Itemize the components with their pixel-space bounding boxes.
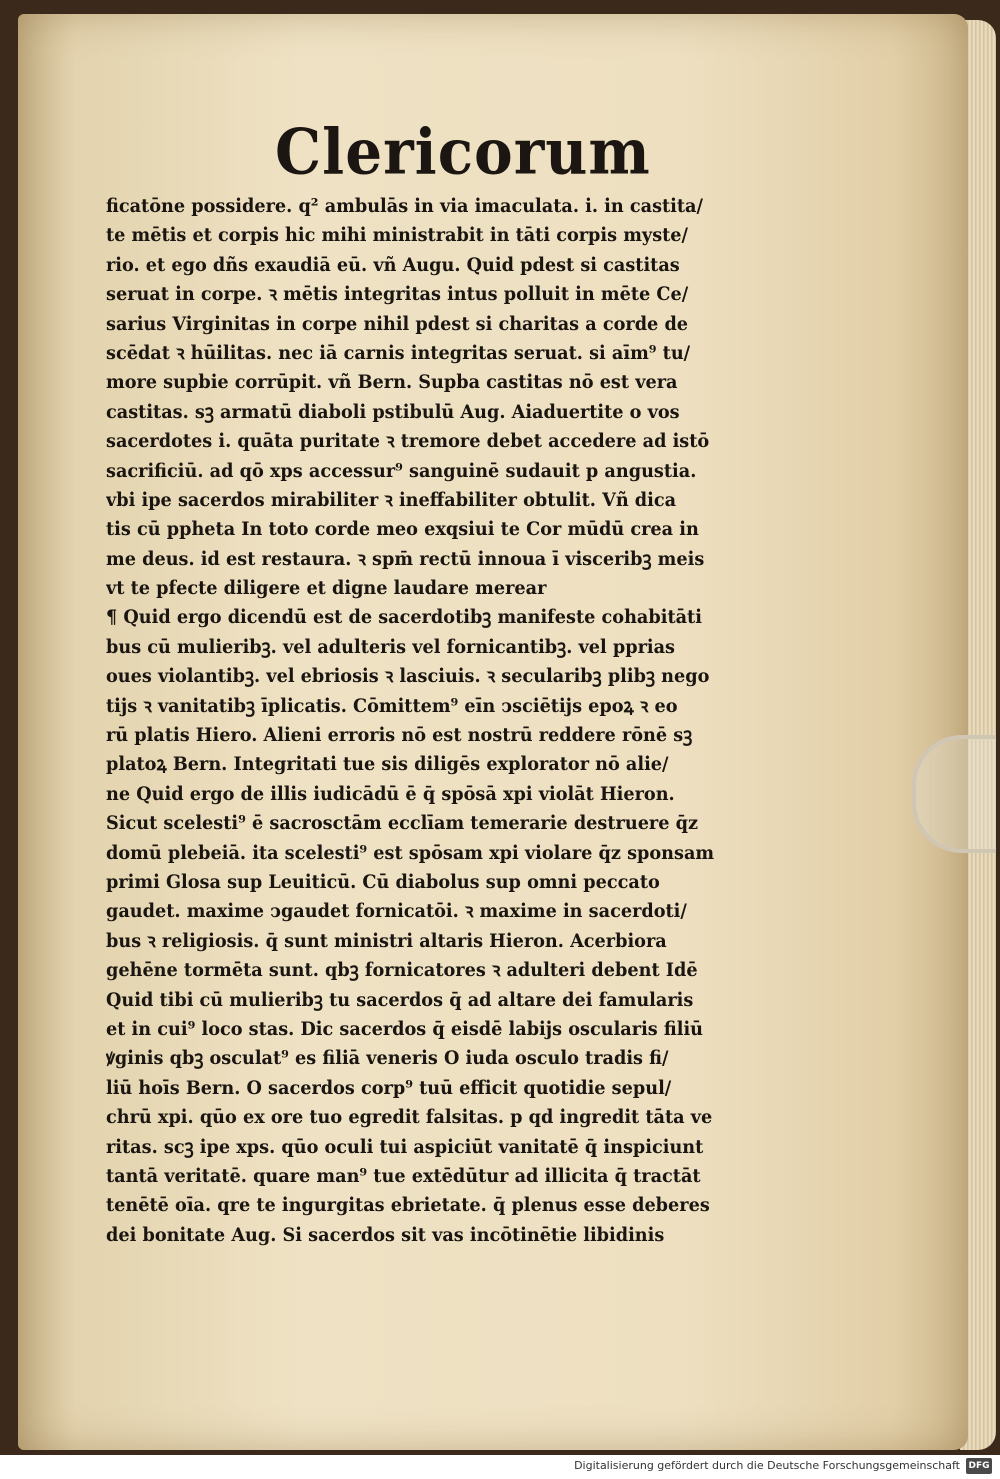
- page-clip: [912, 735, 996, 853]
- text-line: sacrificiū. ad qō xps accessur⁹ sanguinē sudauit p angustia.: [106, 459, 697, 482]
- page-heading: Clericorum: [275, 115, 651, 189]
- text-line: Sicut scelesti⁹ ē sacrosctām ecclīam temerarie destruere q̄z: [106, 812, 699, 835]
- text-line: ritas. scꝫ ipe xps. qūo oculi tui aspiciūt vanitatē q̄ inspiciunt: [106, 1135, 704, 1158]
- text-line: primi Glosa sup Leuiticū. Cū diabolus sup omni peccato: [106, 870, 660, 893]
- text-line: tis cū ppheta In toto corde meo exqsiui te Cor mūdū crea in: [106, 518, 699, 541]
- text-line: bus ꝛ religiosis. q̄ sunt ministri altaris Hieron. Acerbiora: [106, 929, 667, 952]
- text-line: platoꝝ Bern. Integritati tue sis diligēs explorator nō alie/: [106, 753, 669, 776]
- text-line: ficatōne possidere. q² ambulās in via imaculata. i. in castita/: [106, 195, 703, 217]
- text-line: et in cui⁹ loco stas. Dic sacerdos q̄ eisdē labijs oscularis filiū: [106, 1017, 704, 1040]
- text-line: rio. et ego dñs exaudiā eū. vñ Augu. Quid pdest si castitas: [106, 253, 680, 276]
- text-line: me deus. id est restaura. ꝛ spm̄ rectū innoua ī visceribꝫ meis: [106, 547, 705, 570]
- body-text: [106, 192, 786, 1250]
- text-line: oues violantibꝫ. vel ebriosis ꝛ lasciuis. ꝛ secularibꝫ plibꝫ nego: [106, 665, 710, 688]
- text-line: ne Quid ergo de illis iudicādū ē q̄ spōsā xpi violāt Hieron.: [106, 782, 675, 805]
- text-line: domū plebeiā. ita scelesti⁹ est spōsam xpi violare q̄z sponsam: [106, 841, 715, 864]
- text-line: vbi ipe sacerdos mirabiliter ꝛ ineffabiliter obtulit. Vñ dica: [106, 488, 677, 511]
- text-line: Quid tibi cū mulieribꝫ tu sacerdos q̄ ad altare dei famularis: [106, 988, 694, 1011]
- text-line: ꝟginis qbꝫ osculat⁹ es filiā veneris O iuda osculo tradis fi/: [106, 1047, 669, 1070]
- text-line: chrū xpi. qūo ex ore tuo egredit falsitas. p qd ingredit tāta ve: [106, 1106, 713, 1129]
- text-line: sacerdotes i. quāta puritate ꝛ tremore debet accedere ad istō: [106, 430, 710, 453]
- text-line: tenētē oīa. qre te ingurgitas ebrietate. q̄ plenus esse deberes: [106, 1194, 710, 1217]
- footer-credit: Digitalisierung gefördert durch die Deutsche Forschungsgemeinschaft: [574, 1459, 960, 1472]
- dfg-logo-icon: DFG: [966, 1458, 992, 1474]
- text-line: scēdat ꝛ hūilitas. nec iā carnis integritas seruat. si aīm⁹ tu/: [106, 341, 691, 364]
- text-line: dei bonitate Aug. Si sacerdos sit vas incōtinētie libidinis: [106, 1223, 665, 1246]
- text-line: vt te pfecte diligere et digne laudare merear: [106, 577, 547, 600]
- text-line: seruat in corpe. ꝛ mētis integritas intus polluit in mēte Ce/: [106, 283, 689, 306]
- text-line: tantā veritatē. quare man⁹ tue extēdūtur ad illicita q̄ tractāt: [106, 1164, 701, 1187]
- text-line: ¶ Quid ergo dicendū est de sacerdotibꝫ manifeste cohabitāti: [106, 606, 702, 629]
- text-line: more supbie corrūpit. vñ Bern. Supba castitas nō est vera: [106, 371, 678, 394]
- text-line: sarius Virginitas in corpe nihil pdest si charitas a corde de: [106, 312, 689, 335]
- text-line: castitas. sꝫ armatū diaboli pstibulū Aug. Aiaduertite o vos: [106, 400, 680, 423]
- text-line: tijs ꝛ vanitatibꝫ īplicatis. Cōmittem⁹ eīn ↄsciētijs epoꝝ ꝛ eo: [106, 694, 678, 717]
- text-line: gaudet. maxime ↄgaudet fornicatōi. ꝛ maxime in sacerdoti/: [106, 900, 687, 923]
- text-line: liū hoīs Bern. O sacerdos corp⁹ tuū efficit quotidie sepul/: [106, 1076, 672, 1099]
- text-line: bus cū mulieribꝫ. vel adulteris vel fornicantibꝫ. vel pprias: [106, 635, 676, 658]
- footer-bar: [0, 1455, 1000, 1479]
- text-line: gehēne tormēta sunt. qbꝫ fornicatores ꝛ adulteri debent Idē: [106, 959, 698, 982]
- text-line: rū platis Hiero. Alieni erroris nō est nostrū reddere rōnē sꝫ: [106, 724, 693, 747]
- text-line: te mētis et corpis hic mihi ministrabit in tāti corpis myste/: [106, 224, 689, 247]
